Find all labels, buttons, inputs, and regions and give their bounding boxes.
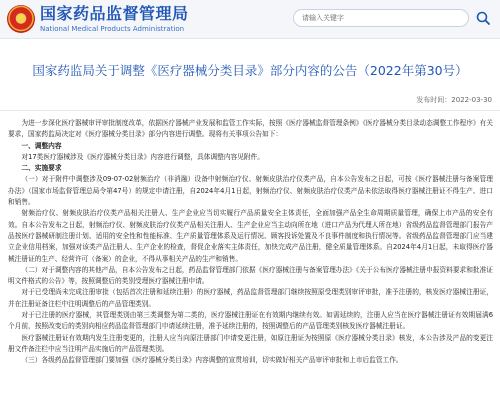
star-icon: ★ <box>16 11 26 24</box>
body-paragraph: 为进一步深化医疗器械审评审批制度改革，依据医疗器械产业发展和监管工作实际，按照《医疗器械监督管理条例》《医疗器械分类目录动态调整工作程序》有关要求，国家药监局决定对《医疗器械分类目录》部分内容进行调整。现将有关事项公告如下： <box>8 119 493 139</box>
section-heading: 一、调整内容 <box>21 141 62 150</box>
search-icon[interactable] <box>475 10 491 26</box>
body-paragraph: （一）对于附件中调整涉及09-07-02射频治疗（非消融）设备中射频治疗仪、射频皮肤治疗仪类产品，自本公告发布之日起，可按《医疗器械注册与备案管理办法》（国家市场监督管理总局令第47号）的规定申请注册，自2024年4月1日起，射频治疗仪、射频皮肤治疗仪类产品未依法取得医疗器械注册证不得生产、进口和销售。 <box>8 175 493 207</box>
body-paragraph: 射频治疗仪、射频皮肤治疗仪类产品相关注册人、生产企业应当切实履行产品质量安全主体责任，全面加强产品全生命周期质量管理，确保上市产品的安全有效。自本公告发布之日起，射频治疗仪、射频皮肤治疗仪类产品相关注册人、生产企业应当主动向所在地（进口产品为代理人所在地）省级药品监督管理部门报告产品按医疗器械研制注册计划、适用的安全性和性能标准、生产质量管理体系及运行情况、顾客投诉处置及不良事件制度和执行情况等。省级药品监督管理部门应当建立企业信用档案，加强对该类产品注册人、生产企业的检查，督促企业落实主体责任，加快完成产品注册，健全质量管理体系。自2024年4月1日起，未取得医疗器械注册证的生产、经营许可（备案）的企业，不得从事相关产品的生产和销售。 <box>8 209 493 263</box>
section-heading: 二、实施要求 <box>21 164 62 173</box>
body-paragraph: 对17类医疗器械涉及《医疗器械分类目录》内容进行调整，具体调整内容见附件。 <box>21 152 264 161</box>
publish-time: 发布时间：2022-03-30 <box>416 96 492 104</box>
article-title: 国家药监局关于调整《医疗器械分类目录》部分内容的公告（2022年第30号） <box>32 63 468 78</box>
body-paragraph: 医疗器械注册证有效期内发生注册变更的，注册人应当向原注册部门申请变更注册，如原注册证为按照原《医疗器械分类目录》核发，本公告涉及产品的变更注册文件备注栏中应当注明产品实施后的产品管理类别。 <box>8 333 493 353</box>
site-subtitle: National Medical Products Administration <box>40 25 185 33</box>
article-meta <box>0 95 500 107</box>
meta-divider <box>0 110 500 111</box>
body-paragraph: （二）对于调整内容的其他产品，自本公告发布之日起，药品监督管理部门依据《医疗器械注册与备案管理办法》《关于公布医疗器械注册申报资料要求和批准证明文件格式的公告》等，按照调整后的类别受理医疗器械注册申请。 <box>8 265 493 286</box>
site-header <box>0 0 500 38</box>
search-box[interactable] <box>293 9 469 27</box>
body-paragraph: （三）各级药品监督管理部门要加强《医疗器械分类目录》内容调整的宣贯培训，切实做好相关产品审评审批和上市后监管工作。 <box>21 356 403 365</box>
body-paragraph: 对于已注册的医疗器械，其管理类别由第三类调整为第二类的，医疗器械注册证在有效期内继续有效。如需延续的，注册人应当在医疗器械注册证有效期届满6个月前，按照改变后的类别向相应药品监督管理部门申请延续注册，准予延续注册的，按照调整后的产品管理类别核发医疗器械注册证。 <box>8 311 493 331</box>
article-body <box>8 118 493 367</box>
header-divider <box>0 38 500 39</box>
site-title[interactable]: 国家药品监督管理局 <box>40 4 189 23</box>
national-emblem-icon[interactable] <box>7 5 35 33</box>
search-input[interactable] <box>302 11 442 25</box>
body-paragraph: 对于已受理尚未完成注册审批（包括首次注册和延续注册）的医疗器械，药品监督管理部门继续按照原受理类别审评审批，准予注册的，核发医疗器械注册证，并在注册证备注栏中注明调整后的产品管理类别。 <box>8 288 493 308</box>
